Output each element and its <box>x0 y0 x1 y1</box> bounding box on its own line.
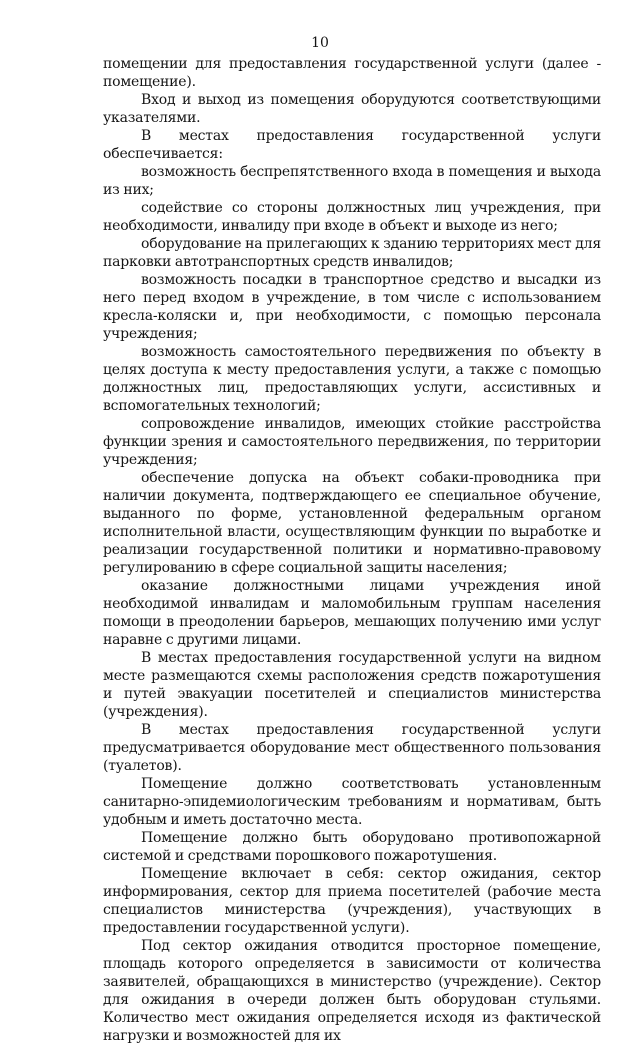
paragraph-sanitary: Помещение должно соответствовать установленным санитарно-эпидемиологическим требованиям и нормативам, быть удобным и иметь достаточно места. <box>103 776 601 828</box>
paragraph-free-access: возможность беспрепятственного входа в помещения и выхода из них; <box>103 164 601 198</box>
paragraph-fire-schemes: В местах предоставления государственной услуги на видном месте размещаются схемы расположения средств пожаротушения и путей эвакуации посетителей и специалистов министерства (учреждения). <box>103 650 601 720</box>
paragraph-fire-system: Помещение должно быть оборудовано противопожарной системой и средствами порошкового пожаротушения. <box>103 830 601 864</box>
document-body <box>103 55 601 1045</box>
paragraph-independent-movement: возможность самостоятельного передвижения по объекту в целях доступа к месту предоставления услуги, а также с помощью должностных лиц, предоставляющих услуги, ассистивных и вспомогательных технологий; <box>103 344 601 414</box>
paragraph-staff-assistance: содействие со стороны должностных лиц учреждения, при необходимости, инвалиду при входе в объект и выходе из него; <box>103 200 601 234</box>
paragraph-escort: сопровождение инвалидов, имеющих стойкие расстройства функции зрения и самостоятельного передвижения, по территории учреждения; <box>103 416 601 468</box>
paragraph-sectors: Помещение включает в себя: сектор ожидания, сектор информирования, сектор для приема посетителей (рабочие места специалистов министерства (учреждения), участвующих в предоставлении государственной услуги). <box>103 866 601 936</box>
paragraph-entrance-signs: Вход и выход из помещения оборудуются соответствующими указателями. <box>103 92 601 126</box>
paragraph-waiting-sector: Под сектор ожидания отводится просторное помещение, площадь которого определяется в зависимости от количества заявителей, обращающихся в министерство (учреждение). Сектор для ожидания в очереди должен быть оборудован стульями. Количество мест ожидания определяется исходя из фактической нагрузки и возможностей для их <box>103 938 601 1044</box>
paragraph-parking: оборудование на прилегающих к зданию территориях мест для парковки автотранспортных средств инвалидов; <box>103 236 601 270</box>
paragraph-continuation: помещении для предоставления государственной услуги (далее - помещение). <box>103 56 601 90</box>
paragraph-other-help: оказание должностными лицами учреждения иной необходимой инвалидам и маломобильным группам населения помощи в преодолении барьеров, мешающих получению ими услуг наравне с другими лицами. <box>103 578 601 648</box>
paragraph-vehicle-boarding: возможность посадки в транспортное средство и высадки из него перед входом в учреждение, в том числе с использованием кресла-коляски и, при необходимости, с помощью персонала учреждения; <box>103 272 601 342</box>
paragraph-restrooms: В местах предоставления государственной услуги предусматривается оборудование мест общественного пользования (туалетов). <box>103 722 601 774</box>
page-number: 10 <box>311 35 329 51</box>
paragraph-guide-dog: обеспечение допуска на объект собаки-проводника при наличии документа, подтверждающего ее специальное обучение, выданного по форме, установленной федеральным органом исполнительной власти, осуществляющим функции по выработке и реализации государственной политики и нормативно-правовому регулированию в сфере социальной защиты населения; <box>103 470 601 576</box>
paragraph-provisions-intro: В местах предоставления государственной услуги обеспечивается: <box>103 128 601 162</box>
